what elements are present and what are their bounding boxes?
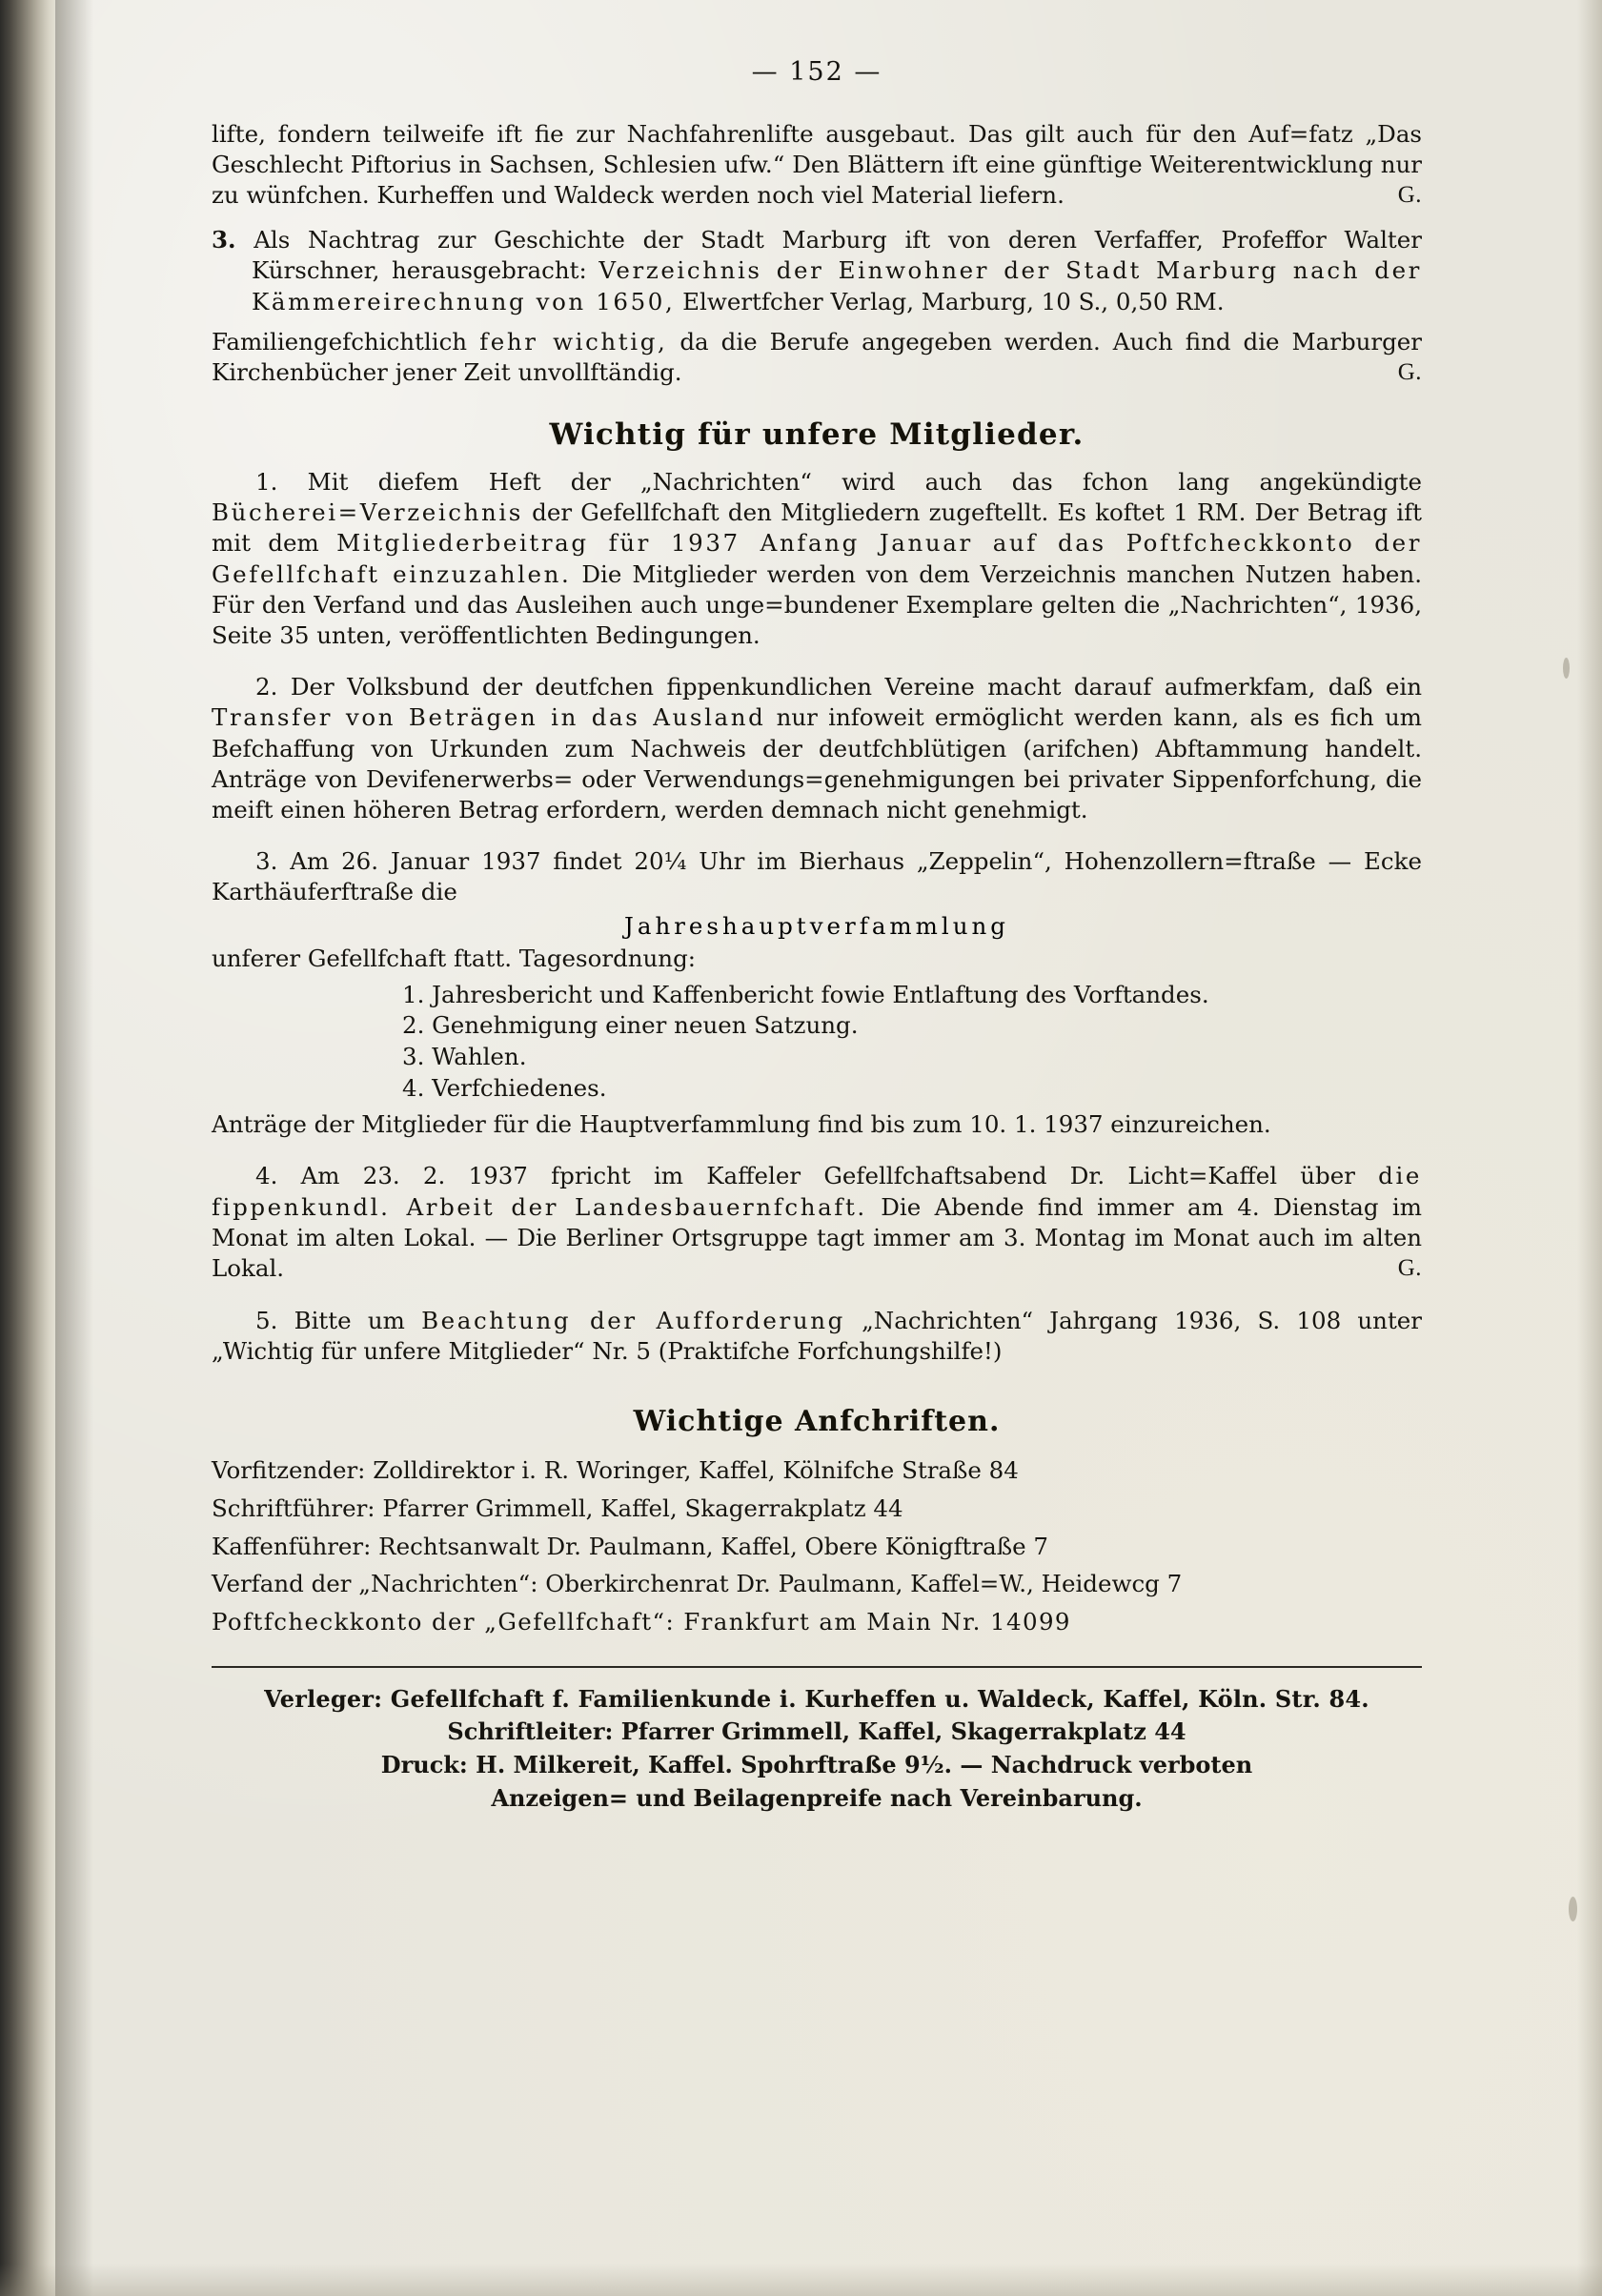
binding-shadow: [55, 0, 93, 2296]
paper-speck: [1563, 658, 1570, 679]
section-heading-members: Wichtig für unfere Mitglieder.: [549, 417, 1085, 452]
agenda-deadline-note: Anträge der Mitglieder für die Hauptverfammlung find bis zum 10. 1. 1937 einzureichen.: [212, 1110, 1271, 1139]
paper-speck: [1569, 1897, 1577, 1921]
list-item: Poftfcheckkonto der „Gefellfchaft“: Frankfurt am Main Nr. 14099: [212, 1607, 1071, 1636]
list-item: Kaffenführer: Rechtsanwalt Dr. Paulmann, Kaffel, Obere Königftraße 7: [212, 1532, 1048, 1560]
note-item-3-followup: Familiengefchichtlich fehr wichtig, da die Berufe angegeben werden. Auch find die Marburger Kirchenbücher jener Zeit unvollftändig. G.: [212, 327, 1422, 388]
page-content: [212, 57, 1422, 1816]
book-binding-edge: [0, 0, 55, 2296]
note-item-3-title: Verzeichnis der Einwohner der Stadt Marburg nach der Kämmereirechnung von 1650,: [252, 256, 1422, 315]
members-item-3-meeting-title: Jahreshauptverfammlung: [624, 911, 1009, 940]
note-item-3-text-b: Elwertfcher Verlag, Marburg, 10 S., 0,50 RM.: [675, 287, 1225, 315]
colophon-line-printer: Druck: H. Milkereit, Kaffel. Spohrftraße 9½. — Nachdruck verboten: [380, 1751, 1253, 1779]
colophon-line-editor: Schriftleiter: Pfarrer Grimmell, Kaffel, Skagerrakplatz 44: [447, 1717, 1186, 1746]
list-item: Verfand der „Nachrichten“: Oberkirchenrat Dr. Paulmann, Kaffel=W., Heidewcg 7: [212, 1570, 1183, 1598]
colophon-line-rates: Anzeigen= und Beilagenpreife nach Vereinbarung.: [491, 1784, 1143, 1813]
address-list: [212, 1452, 1422, 1640]
list-item: Schriftführer: Pfarrer Grimmell, Kaffel, Skagerrakplatz 44: [212, 1493, 903, 1522]
colophon: [212, 1683, 1422, 1816]
members-item-4-signature: G.: [1397, 1254, 1422, 1281]
note-continued: lifte, fondern teilweife ift fie zur Nachfahrenlifte ausgebaut. Das gilt auch für den Auf=fatz „Das Geschlecht Piftorius in Sachsen, Schlesien ufw.“ Den Blättern ift eine günftige Weiterentwicklung nur zu wünfchen. Kurheffen und Waldeck werden noch viel Material liefern. G.: [212, 119, 1422, 212]
note-item-3: [212, 225, 1422, 317]
section-heading-addresses: Wichtige Anfchriften.: [633, 1405, 1001, 1439]
colophon-line-publisher: Verleger: Gefellfchaft f. Familienkunde i. Kurheffen u. Waldeck, Kaffel, Köln. Str. 84.: [264, 1684, 1369, 1713]
note-item-3-signature: G.: [1397, 359, 1422, 386]
agenda-list: [212, 980, 1422, 1104]
note-continued-signature: G.: [1397, 182, 1422, 209]
members-item-4: 4. Am 23. 2. 1937 fpricht im Kaffeler Gefellfchaftsabend Dr. Licht=Kaffel über die fippenkundl. Arbeit der Landesbauernfchaft. Die Abende find immer am 4. Dienstag im Monat im alten Lokal. — Die Berliner Ortsgruppe tagt immer am 3. Montag im Monat auch im alten Lokal. G.: [212, 1161, 1422, 1284]
list-item: 1. Jahresbericht und Kaffenbericht fowie Entlaftung des Vorftandes.: [402, 980, 1209, 1008]
right-page-edge: [1577, 0, 1602, 2296]
note-item-3-number: 3.: [212, 226, 236, 254]
members-item-3-agenda-intro: unferer Gefellfchaft ftatt. Tagesordnung:: [212, 944, 697, 972]
members-item-1: 1. Mit diefem Heft der „Nachrichten“ wird auch das fchon lang angekündigte Bücherei=Verzeichnis der Gefellfchaft den Mitgliedern zugeftellt. Es koftet 1 RM. Der Betrag ift mit dem Mitgliederbeitrag für 1937 Anfang Januar auf das Poftfcheckkonto der Gefellfchaft einzuzahlen. Die Mitglieder werden von dem Verzeichnis manchen Nutzen haben. Für den Verfand und das Ausleihen auch unge=bundener Exemplare gelten die „Nachrichten“, 1936, Seite 35 unten, veröffentlichten Bedingungen.: [212, 467, 1423, 649]
members-item-2: 2. Der Volksbund der deutfchen fippenkundlichen Vereine macht darauf aufmerkfam, daß ein Transfer von Beträgen in das Ausland nur infoweit ermöglicht werden kann, als es fich um Befchaffung von Urkunden zum Nachweis der deutfchblütigen (arifchen) Abftammung handelt. Anträge von Devifenerwerbs= oder Verwendungs=genehmigungen bei privater Sippenforfchung, die meift einen höheren Betrag erfordern, werden demnach nicht genehmigt.: [212, 673, 1422, 823]
members-item-3: 3. Am 26. Januar 1937 findet 20¼ Uhr im Bierhaus „Zeppelin“, Hohenzollern=ftraße — Ecke Karthäuferftraße die: [212, 847, 1422, 906]
list-item: 4. Verfchiedenes.: [402, 1073, 607, 1102]
page-number: — 152 —: [751, 57, 882, 87]
list-item: Vorfitzender: Zolldirektor i. R. Woringer, Kaffel, Kölnifche Straße 84: [212, 1456, 1019, 1485]
divider: [212, 1666, 1422, 1668]
members-item-5: 5. Bitte um Beachtung der Aufforderung „Nachrichten“ Jahrgang 1936, S. 108 unter „Wichtig für unfere Mitglieder“ Nr. 5 (Praktifche Forfchungshilfe!): [212, 1306, 1422, 1366]
bottom-page-edge: [0, 2264, 1602, 2296]
list-item: 2. Genehmigung einer neuen Satzung.: [402, 1011, 859, 1040]
note-item-3-text-a: Als Nachtrag zur Geschichte der Stadt Marburg ift von deren Verfaffer, Profeffor Walter Kürschner, herausgebracht:: [252, 226, 1422, 285]
list-item: 3. Wahlen.: [402, 1042, 527, 1070]
